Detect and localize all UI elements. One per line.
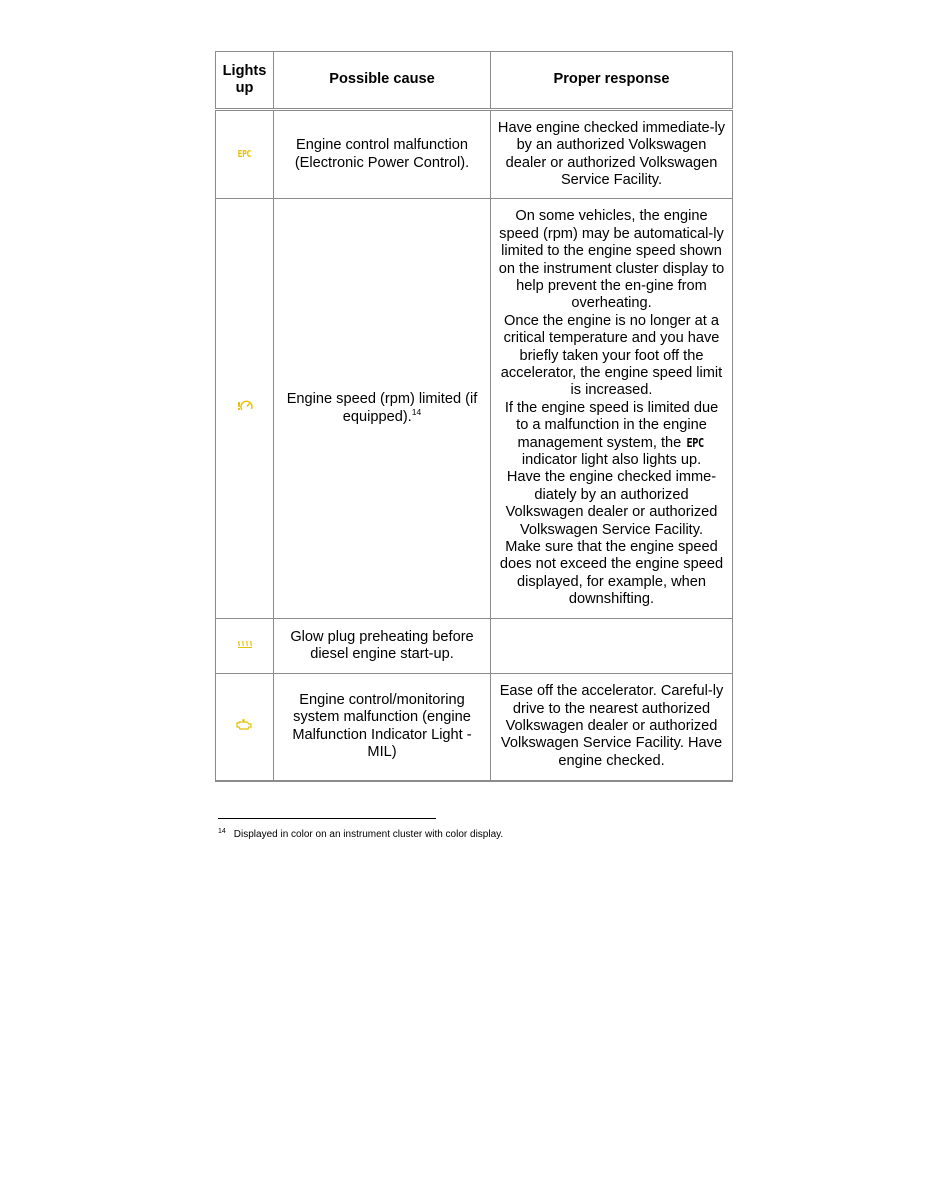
cause-text: Engine speed (rpm) limited (if equipped). bbox=[286, 391, 478, 425]
response-paragraph: Have the engine checked imme-diately by an authorized Volkswagen dealer or authorized Volkswagen Service Facility. bbox=[505, 469, 718, 538]
response-cell bbox=[491, 110, 733, 199]
response-paragraph: Make sure that the engine speed does not exceed the engine speed displayed, for example, when downshifting. bbox=[499, 539, 724, 608]
response-cell bbox=[491, 674, 733, 781]
footnote-ref: 14 bbox=[411, 406, 422, 417]
footnote-text: Displayed in color on an instrument cluster with color display. bbox=[233, 829, 504, 840]
cause-cell: Engine control malfunction (Electronic Power Control). bbox=[274, 110, 491, 199]
footnote-divider bbox=[218, 818, 436, 819]
header-possible-cause: Possible cause bbox=[274, 52, 491, 110]
header-proper-response: Proper response bbox=[491, 52, 733, 110]
cause-cell: Engine control/monitoring system malfunction (engine Malfunction Indicator Light - MIL) bbox=[274, 674, 491, 781]
header-lights-up: Lights up bbox=[216, 52, 274, 110]
epc-icon: EPC bbox=[237, 148, 252, 160]
response-paragraph bbox=[497, 400, 726, 470]
response-cell bbox=[491, 619, 733, 674]
check-engine-icon bbox=[236, 718, 253, 735]
response-paragraph: On some vehicles, the engine speed (rpm) may be automatical-ly limited to the engine speed shown on the instrument cluster display to help prevent the en-gine from overheating. bbox=[498, 208, 725, 312]
response-paragraph: Once the engine is no longer at a critical temperature and you have briefly taken your foot off the accelerator, the engine speed limit is increased. bbox=[500, 312, 723, 399]
table-header-row bbox=[216, 52, 733, 110]
response-cell bbox=[491, 199, 733, 619]
footnote-number: 14 bbox=[218, 827, 226, 835]
table-row bbox=[216, 110, 733, 199]
lights-up-cell bbox=[216, 199, 274, 619]
warning-lights-table bbox=[215, 51, 733, 782]
epc-inline-icon: EPC bbox=[686, 435, 705, 450]
lights-up-cell bbox=[216, 110, 274, 199]
lights-up-cell bbox=[216, 619, 274, 674]
table-row bbox=[216, 674, 733, 781]
cause-cell bbox=[274, 199, 491, 619]
footnote bbox=[218, 829, 503, 841]
svg-text:!: ! bbox=[236, 400, 242, 413]
glow-plug-icon bbox=[237, 637, 253, 654]
response-text: Have engine checked immediate-ly by an authorized Volkswagen dealer or authorized Volkswagen Service Facility. bbox=[497, 119, 726, 188]
response-text: If the engine speed is limited due to a malfunction in the engine management system, the bbox=[504, 399, 719, 451]
response-text: indicator light also lights up. bbox=[521, 452, 702, 469]
lights-up-cell bbox=[216, 674, 274, 781]
rpm-limit-icon bbox=[236, 399, 253, 417]
table-row bbox=[216, 619, 733, 674]
table-row bbox=[216, 199, 733, 619]
response-text: Ease off the accelerator. Careful-ly drive to the nearest authorized Volkswagen dealer or authorized Volkswagen Service Facility. Have engine checked. bbox=[499, 683, 724, 769]
cause-cell: Glow plug preheating before diesel engine start-up. bbox=[274, 619, 491, 674]
